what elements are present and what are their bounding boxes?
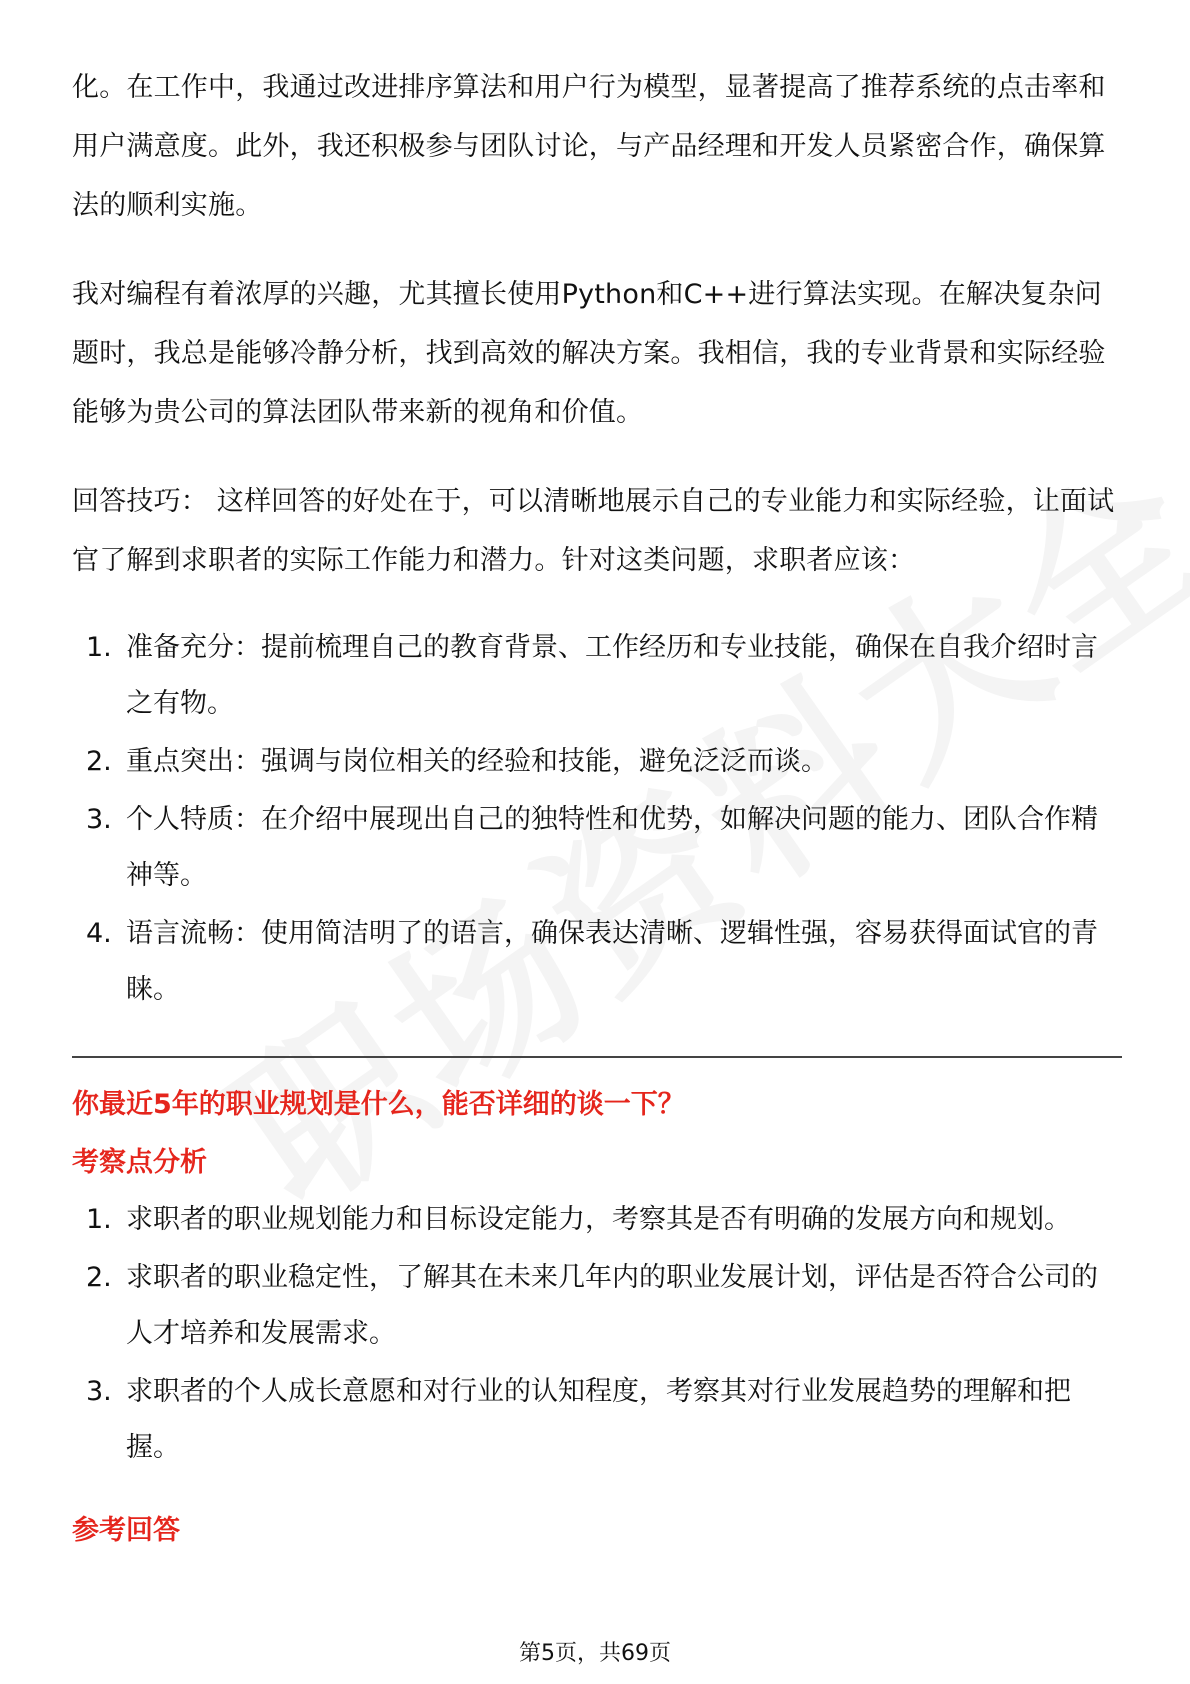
question-title: 你最近5年的职业规划是什么，能否详细的谈一下？ — [72, 1089, 685, 1120]
list-item — [72, 1364, 1124, 1476]
paragraph-programming: 我对编程有着浓厚的兴趣，尤其擅长使用Python和C++进行算法实现。在解决复杂问题时，我总是能够冷静分析，找到高效的解决方案。我相信，我的专业背景和实际经验能够为贵公司的算法团队带来新的视角和价值。 — [72, 279, 1106, 428]
page-number-footer: 第5页，共69页 — [519, 1641, 671, 1666]
page-content — [72, 58, 1124, 1560]
list-number: 2. — [86, 1262, 112, 1293]
list-item — [72, 734, 1124, 790]
list-number: 4. — [86, 918, 112, 949]
analysis-list — [72, 1192, 1124, 1476]
list-item — [72, 792, 1124, 904]
list-item — [72, 620, 1124, 732]
list-text: 求职者的个人成长意愿和对行业的认知程度，考察其对行业发展趋势的理解和把握。 — [126, 1376, 1071, 1463]
tips-list — [72, 620, 1124, 1018]
list-number: 1. — [86, 1204, 112, 1235]
paragraph-answer-tips: 回答技巧： 这样回答的好处在于，可以清晰地展示自己的专业能力和实际经验，让面试官了解到求职者的实际工作能力和潜力。针对这类问题，求职者应该： — [72, 486, 1115, 576]
list-item — [72, 1250, 1124, 1362]
list-text: 求职者的职业稳定性，了解其在未来几年内的职业发展计划，评估是否符合公司的人才培养和发展需求。 — [126, 1262, 1098, 1349]
list-text: 重点突出：强调与岗位相关的经验和技能，避免泛泛而谈。 — [126, 746, 828, 777]
list-number: 3. — [86, 804, 112, 835]
list-item — [72, 906, 1124, 1018]
paragraph-work-experience: 化。在工作中，我通过改进排序算法和用户行为模型，显著提高了推荐系统的点击率和用户满意度。此外，我还积极参与团队讨论，与产品经理和开发人员紧密合作，确保算法的顺利实施。 — [72, 72, 1106, 221]
list-number: 1. — [86, 632, 112, 663]
list-text: 个人特质：在介绍中展现出自己的独特性和优势，如解决问题的能力、团队合作精神等。 — [126, 804, 1098, 891]
list-text: 求职者的职业规划能力和目标设定能力，考察其是否有明确的发展方向和规划。 — [126, 1204, 1071, 1235]
list-number: 3. — [86, 1376, 112, 1407]
reference-answer-heading: 参考回答 — [72, 1515, 180, 1546]
section-divider — [72, 1056, 1122, 1058]
list-text: 语言流畅：使用简洁明了的语言，确保表达清晰、逻辑性强，容易获得面试官的青睐。 — [126, 918, 1098, 1005]
list-text: 准备充分：提前梳理自己的教育背景、工作经历和专业技能，确保在自我介绍时言之有物。 — [126, 632, 1098, 719]
list-number: 2. — [86, 746, 112, 777]
analysis-heading: 考察点分析 — [72, 1147, 207, 1178]
list-item — [72, 1192, 1124, 1248]
